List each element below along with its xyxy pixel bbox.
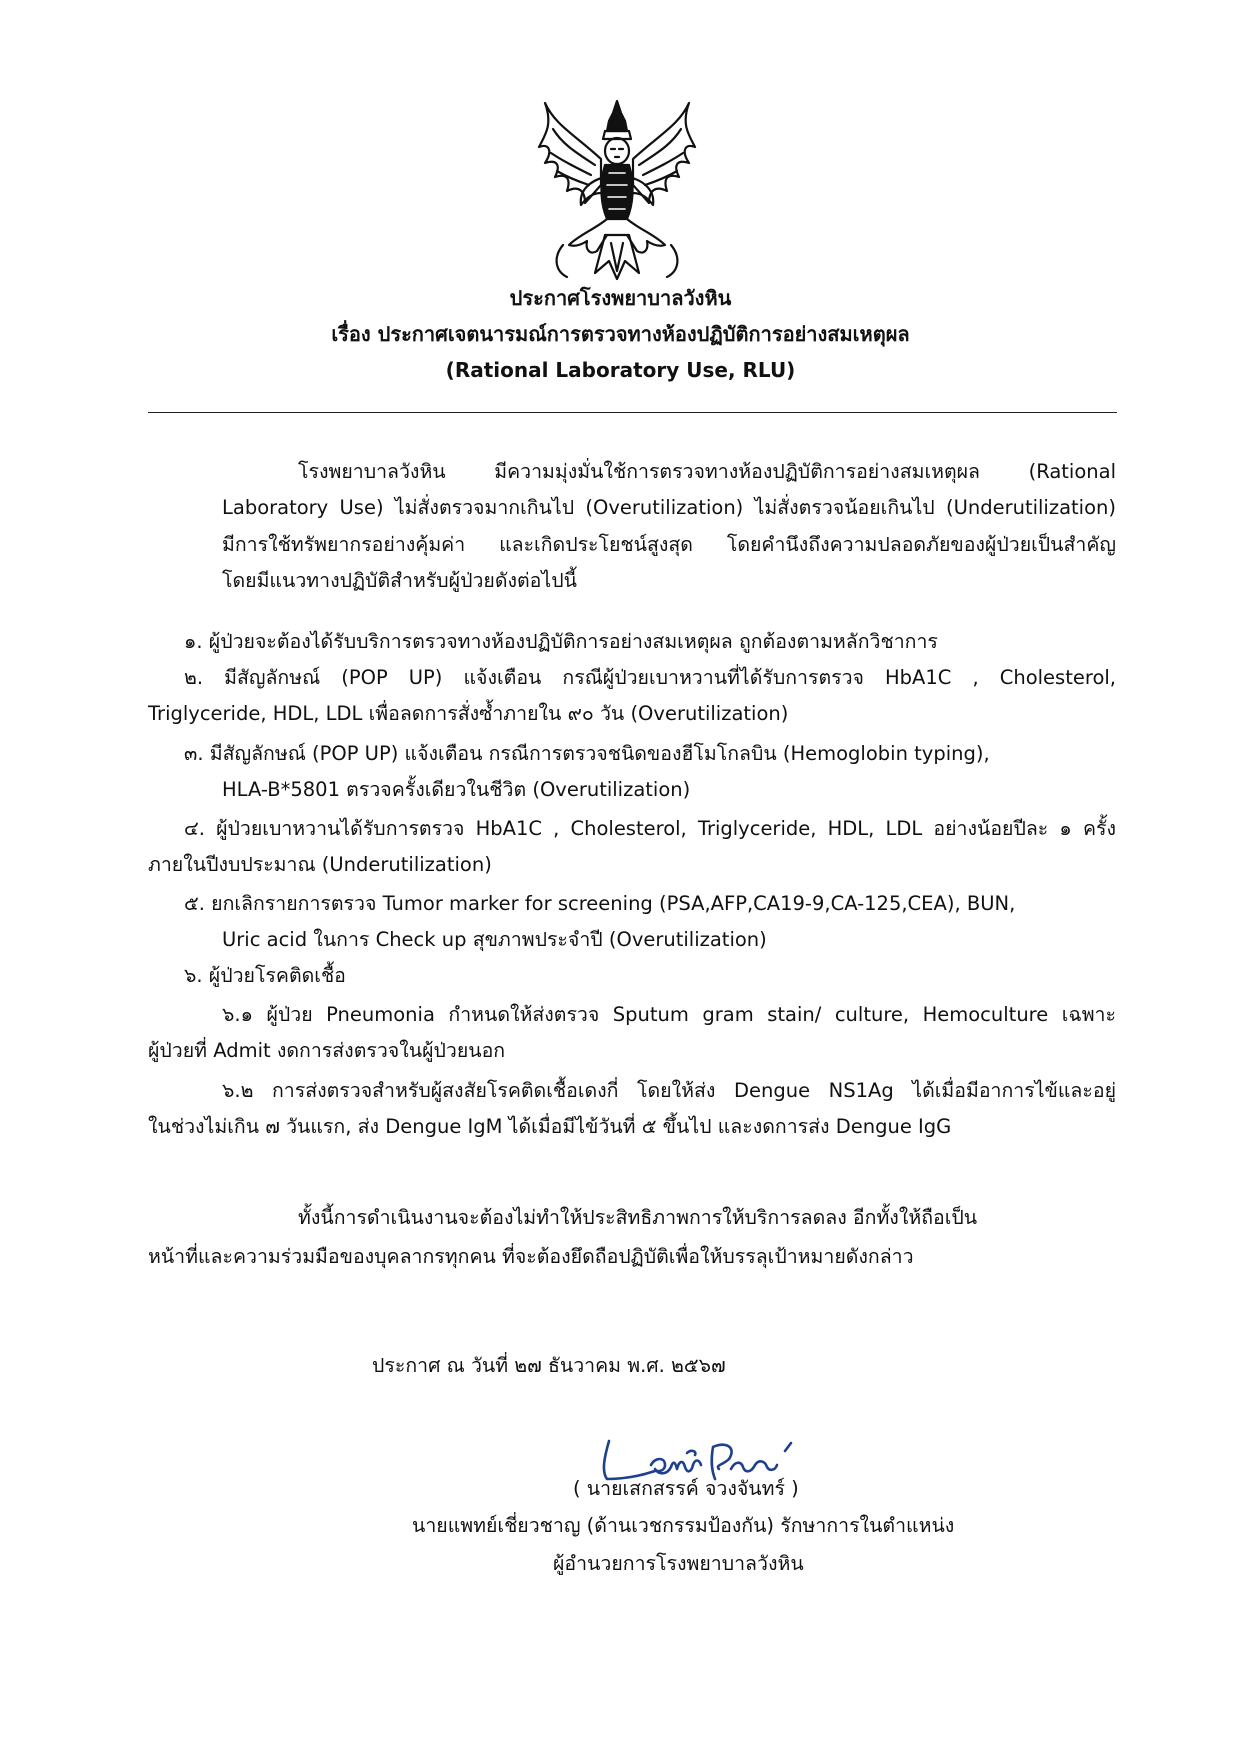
list-item-5-line-1: ๕. ยกเลิกรายการตรวจ Tumor marker for screening (PSA,AFP,CA19-9,CA-125,CEA), BUN, — [184, 892, 1016, 915]
intro-line-2: Laboratory Use) ไม่สั่งตรวจมากเกินไป (Overutilization) ไม่สั่งตรวจน้อยเกินไป (Underutilization) — [222, 496, 1116, 519]
list-item-3-line-2: HLA-B*5801 ตรวจครั้งเดียวในชีวิต (Overutilization) — [222, 778, 691, 801]
list-item-5-line-2: Uric acid ในการ Check up สุขภาพประจำปี (Overutilization) — [222, 928, 767, 951]
intro-line-4: โดยมีแนวทางปฏิบัติสำหรับผู้ป่วยดังต่อไปนี้ — [222, 569, 577, 592]
list-item-6-1-line-1: ๖.๑ ผู้ป่วย Pneumonia กำหนดให้ส่งตรวจ Sputum gram stain/ culture, Hemoculture เฉพาะ — [222, 1003, 1116, 1026]
list-item-3-line-1: ๓. มีสัญลักษณ์ (POP UP) แจ้งเตือน กรณีการตรวจชนิดของฮีโมโกลบิน (Hemoglobin typing), — [184, 742, 990, 765]
header-divider — [148, 412, 1117, 413]
list-item-4-line-2: ภายในปีงบประมาณ (Underutilization) — [148, 853, 492, 876]
list-item-6-2-line-2: ในช่วงไม่เกิน ๗ วันแรก, ส่ง Dengue IgM ได้เมื่อมีไข้วันที่ ๕ ขึ้นไป และงดการส่ง Dengue IgG — [148, 1115, 952, 1138]
signatory-position-1: นายแพทย์เชี่ยวชาญ (ด้านเวชกรรมป้องกัน) รักษาการในตำแหน่ง — [412, 1514, 955, 1537]
list-item-6: ๖. ผู้ป่วยโรคติดเชื้อ — [184, 964, 346, 987]
list-item-4-line-1: ๔. ผู้ป่วยเบาหวานได้รับการตรวจ HbA1C , Cholesterol, Triglyceride, HDL, LDL อย่างน้อยปีละ ๑ ครั้ง — [184, 817, 1116, 840]
intro-line-1: โรงพยาบาลวังหิน มีความมุ่งมั่นใช้การตรวจทางห้องปฏิบัติการอย่างสมเหตุผล (Rational — [298, 460, 1116, 483]
signatory-position-2: ผู้อำนวยการโรงพยาบาลวังหิน — [553, 1552, 804, 1575]
list-item-6-1-line-2: ผู้ป่วยที่ Admit งดการส่งตรวจในผู้ป่วยนอก — [148, 1039, 506, 1062]
list-item-2-line-1: ๒. มีสัญลักษณ์ (POP UP) แจ้งเตือน กรณีผู้ป่วยเบาหวานที่ได้รับการตรวจ HbA1C , Cholesterol, — [184, 666, 1116, 689]
list-item-6-2-line-1: ๖.๒ การส่งตรวจสำหรับผู้สงสัยโรคติดเชื้อเดงกี่ โดยให้ส่ง Dengue NS1Ag ได้เมื่อมีอาการไข้และอยู่ — [222, 1079, 1116, 1102]
intro-line-3: มีการใช้ทรัพยากรอย่างคุ้มค่า และเกิดประโยชน์สูงสุด โดยคำนึงถึงความปลอดภัยของผู้ป่วยเป็นสำคัญ — [222, 533, 1116, 556]
closing-line-2: หน้าที่และความร่วมมือของบุคลากรทุกคน ที่จะต้องยึดถือปฏิบัติเพื่อให้บรรลุเป้าหมายดังกล่าว — [148, 1245, 914, 1268]
closing-line-1: ทั้งนี้การดำเนินงานจะต้องไม่ทำให้ประสิทธิภาพการให้บริการลดลง อีกทั้งให้ถือเป็น — [298, 1206, 978, 1229]
document-subtitle: (Rational Laboratory Use, RLU) — [445, 358, 796, 382]
document-subject: เรื่อง ประกาศเจตนารมณ์การตรวจทางห้องปฏิบัติการอย่างสมเหตุผล — [331, 322, 910, 346]
document-title: ประกาศโรงพยาบาลวังหิน — [509, 286, 732, 310]
signatory-name: ( นายเสกสรรค์ จวงจันทร์ ) — [573, 1477, 799, 1500]
garuda-emblem-icon — [535, 95, 700, 285]
announcement-date: ประกาศ ณ วันที่ ๒๗ ธันวาคม พ.ศ. ๒๕๖๗ — [372, 1354, 726, 1377]
list-item-2-line-2: Triglyceride, HDL, LDL เพื่อลดการสั่งซ้ำภายใน ๙๐ วัน (Overutilization) — [148, 702, 789, 725]
list-item-1: ๑. ผู้ป่วยจะต้องได้รับบริการตรวจทางห้องปฏิบัติการอย่างสมเหตุผล ถูกต้องตามหลักวิชาการ — [184, 630, 938, 653]
